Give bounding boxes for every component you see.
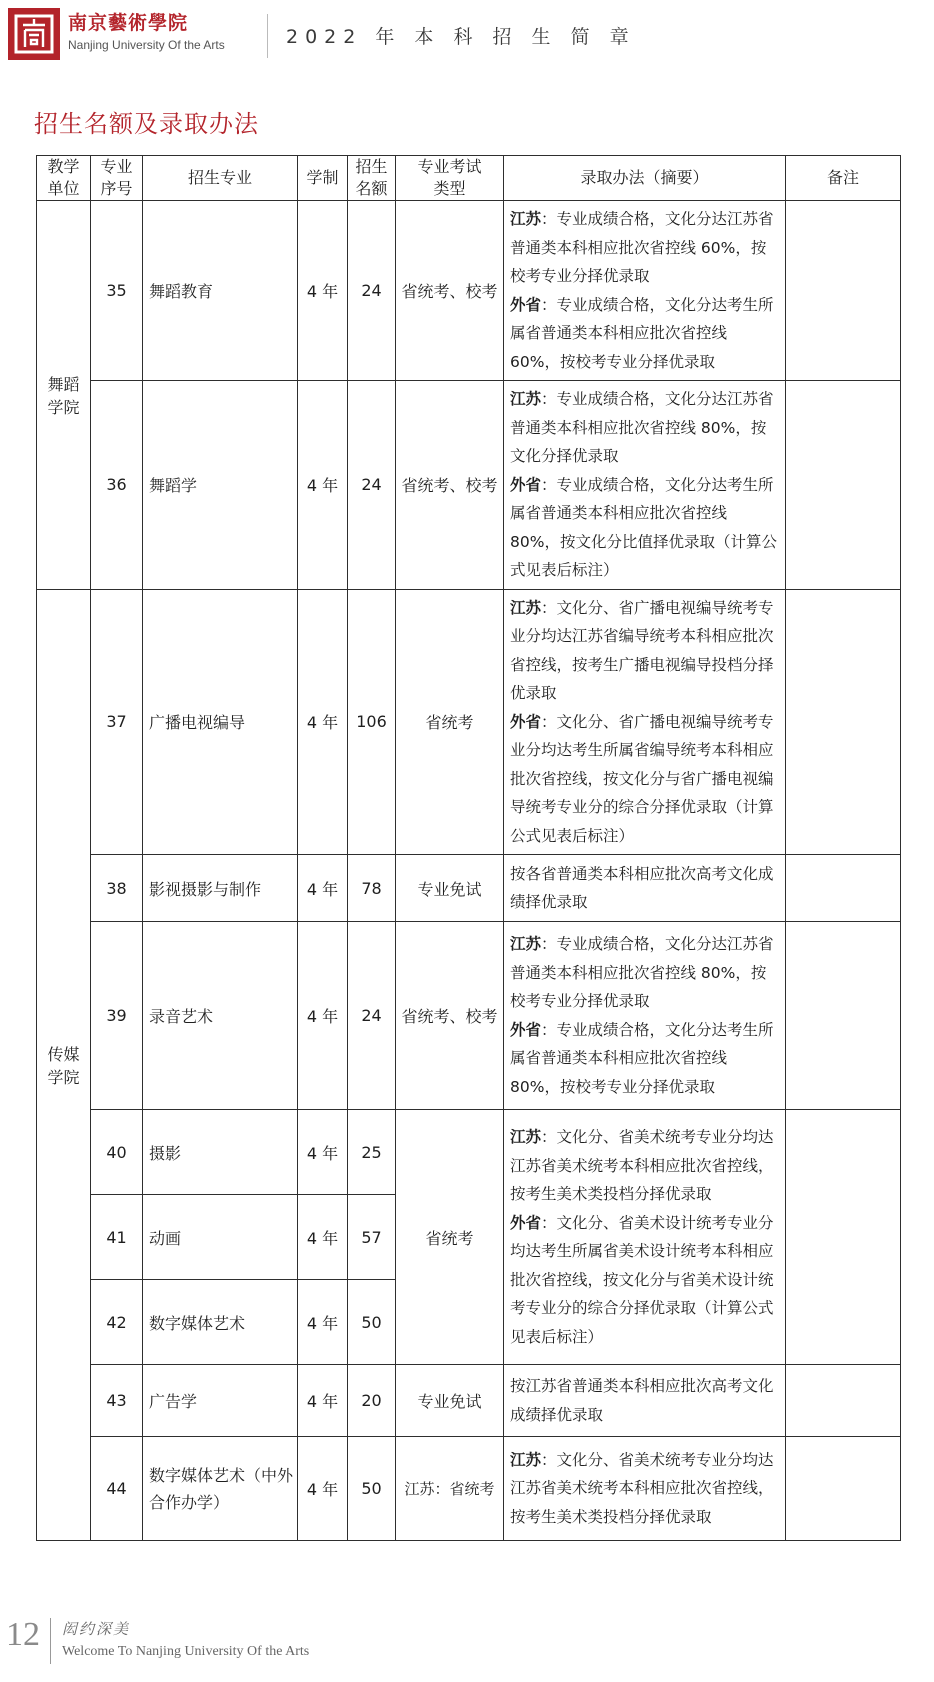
table-row	[37, 1110, 901, 1195]
footer-divider	[50, 1618, 51, 1664]
section-title: 招生名额及录取办法	[34, 110, 259, 138]
row-quota: 57	[348, 1195, 396, 1280]
table-row	[37, 201, 901, 381]
table-header-row	[37, 156, 901, 201]
row-quota: 20	[348, 1365, 396, 1437]
row-quota: 106	[348, 589, 396, 855]
row-remark	[786, 922, 901, 1110]
row-seq: 43	[91, 1365, 143, 1437]
row-quota: 24	[348, 922, 396, 1110]
row-major: 舞蹈学	[143, 381, 298, 590]
row-remark	[786, 201, 901, 381]
admission-table	[36, 155, 901, 1541]
header-unit: 教学 单位	[37, 156, 91, 201]
row-seq: 35	[91, 201, 143, 381]
row-seq: 41	[91, 1195, 143, 1280]
header-seq: 专业 序号	[91, 156, 143, 201]
header-rule: 录取办法（摘要）	[504, 156, 786, 201]
row-major: 录音艺术	[143, 922, 298, 1110]
row-duration: 4 年	[298, 1280, 348, 1365]
row-major: 广告学	[143, 1365, 298, 1437]
row-rule: 按江苏省普通类本科相应批次高考文化成绩择优录取	[504, 1365, 786, 1437]
table-row	[37, 1365, 901, 1437]
row-major: 数字媒体艺术（中外合作办学）	[143, 1437, 298, 1541]
header-divider	[267, 14, 268, 58]
row-seq: 44	[91, 1437, 143, 1541]
row-rule: 江苏：专业成绩合格，文化分达江苏省普通类本科相应批次省控线 80%，按文化分择优录取 外省：专业成绩合格，文化分达考生所属省普通类本科相应批次省控线 80%，按文化分比值择优录取（计算公式见表后标注）	[504, 381, 786, 590]
row-rule: 江苏：专业成绩合格，文化分达江苏省普通类本科相应批次省控线 80%，按校考专业分择优录取 外省：专业成绩合格，文化分达考生所属省普通类本科相应批次省控线 80%，按校考专业分择优录取	[504, 922, 786, 1110]
row-seq: 42	[91, 1280, 143, 1365]
group-rule-40-42: 江苏：文化分、省美术统考专业分均达江苏省美术统考本科相应批次省控线，按考生美术类投档分择优录取 外省：文化分、省美术设计统考专业分均达考生所属省美术设计统考本科相应批次省控线，按文化分与省美术设计统考专业分的综合分择优录取（计算公式见表后标注）	[504, 1110, 786, 1365]
group-remark-40-42	[786, 1110, 901, 1365]
page-header	[0, 0, 934, 72]
school-name-en: Nanjing University Of the Arts	[68, 38, 225, 52]
row-exam: 省统考、校考	[396, 201, 504, 381]
row-major: 动画	[143, 1195, 298, 1280]
row-seq: 37	[91, 589, 143, 855]
header-quota: 招生 名额	[348, 156, 396, 201]
row-duration: 4 年	[298, 589, 348, 855]
row-seq: 38	[91, 855, 143, 922]
table-row	[37, 589, 901, 855]
row-quota: 50	[348, 1437, 396, 1541]
row-remark	[786, 381, 901, 590]
row-remark	[786, 1365, 901, 1437]
table-row	[37, 1437, 901, 1541]
row-rule: 江苏：文化分、省广播电视编导统考专业分均达江苏省编导统考本科相应批次省控线，按考生广播电视编导投档分择优录取 外省：文化分、省广播电视编导统考专业分均达考生所属省编导统考本科相应批次省控线，按文化分与省广播电视编导统考专业分的综合分择优录取（计算公式见表后标注）	[504, 589, 786, 855]
row-exam: 省统考、校考	[396, 922, 504, 1110]
row-duration: 4 年	[298, 855, 348, 922]
row-exam: 江苏：省统考	[396, 1437, 504, 1541]
document-title: 2022 年 本 科 招 生 简 章	[286, 26, 636, 48]
row-major: 广播电视编导	[143, 589, 298, 855]
row-duration: 4 年	[298, 1437, 348, 1541]
header-remark: 备注	[786, 156, 901, 201]
row-major: 影视摄影与制作	[143, 855, 298, 922]
row-rule: 江苏：文化分、省美术统考专业分均达江苏省美术统考本科相应批次省控线，按考生美术类投档分择优录取	[504, 1437, 786, 1541]
table-row	[37, 922, 901, 1110]
row-quota: 24	[348, 201, 396, 381]
page-number: 12	[6, 1616, 40, 1653]
page-footer	[0, 1610, 934, 1682]
row-seq: 40	[91, 1110, 143, 1195]
row-remark	[786, 589, 901, 855]
row-duration: 4 年	[298, 922, 348, 1110]
row-remark	[786, 1437, 901, 1541]
header-major: 招生专业	[143, 156, 298, 201]
school-seal-icon	[13, 13, 55, 55]
table-row	[37, 855, 901, 922]
row-exam: 省统考	[396, 589, 504, 855]
row-exam: 专业免试	[396, 855, 504, 922]
row-quota: 24	[348, 381, 396, 590]
school-motto: 闳约深美	[62, 1620, 131, 1638]
school-logo	[8, 8, 60, 60]
row-quota: 25	[348, 1110, 396, 1195]
row-duration: 4 年	[298, 201, 348, 381]
row-duration: 4 年	[298, 381, 348, 590]
unit-dance: 舞蹈 学院	[37, 201, 91, 590]
row-major: 舞蹈教育	[143, 201, 298, 381]
row-rule: 江苏：专业成绩合格，文化分达江苏省普通类本科相应批次省控线 60%，按校考专业分择优录取 外省：专业成绩合格，文化分达考生所属省普通类本科相应批次省控线 60%，按校考专业分择优录取	[504, 201, 786, 381]
row-duration: 4 年	[298, 1365, 348, 1437]
row-duration: 4 年	[298, 1195, 348, 1280]
header-duration: 学制	[298, 156, 348, 201]
row-exam: 省统考、校考	[396, 381, 504, 590]
row-major: 数字媒体艺术	[143, 1280, 298, 1365]
school-name-cn: 南京藝術學院	[68, 12, 189, 34]
row-major: 摄影	[143, 1110, 298, 1195]
row-remark	[786, 855, 901, 922]
row-exam: 专业免试	[396, 1365, 504, 1437]
row-rule: 按各省普通类本科相应批次高考文化成绩择优录取	[504, 855, 786, 922]
header-exam-type: 专业考试 类型	[396, 156, 504, 201]
table-row	[37, 381, 901, 590]
unit-media: 传媒 学院	[37, 589, 91, 1541]
row-seq: 39	[91, 922, 143, 1110]
row-duration: 4 年	[298, 1110, 348, 1195]
group-exam-40-42: 省统考	[396, 1110, 504, 1365]
row-seq: 36	[91, 381, 143, 590]
welcome-text: Welcome To Nanjing University Of the Arts	[62, 1644, 310, 1659]
row-quota: 50	[348, 1280, 396, 1365]
row-quota: 78	[348, 855, 396, 922]
